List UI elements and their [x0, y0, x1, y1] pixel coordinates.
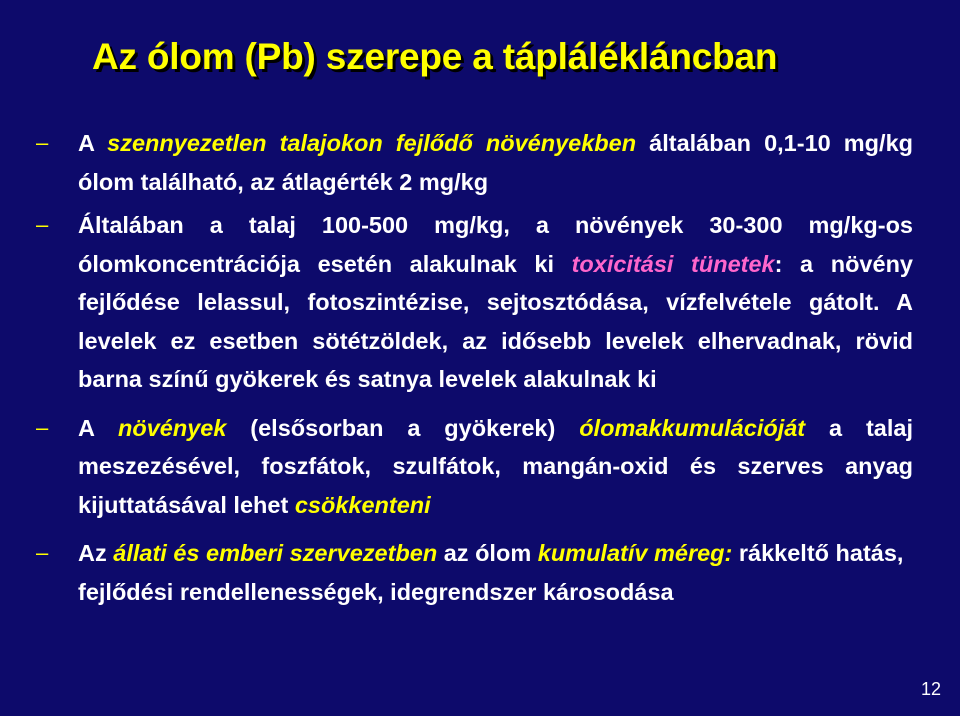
highlight-text: csökkenteni [294, 491, 431, 518]
bullet-item [0, 124, 913, 201]
slide-title: Az ólom (Pb) szerepe a táplálékláncban [92, 36, 778, 77]
bullet-marker: – [36, 212, 49, 237]
highlight-text: szennyezetlen talajokon fejlődő növényekben [107, 130, 637, 156]
page-number: 12 [920, 679, 941, 699]
bullet-text: Az állati és emberi szervezetben az ólom kumulatív méreg: rákkeltő hatás, fejlődési rendellenességek, idegrendszer károsodása [78, 540, 904, 605]
bullet-list [0, 124, 960, 611]
bullet-marker: – [36, 540, 49, 565]
bullet-text: A szennyezetlen talajokon fejlődő növényekben általában 0,1-10 mg/kg ólom található, az átlagérték 2 mg/kg [78, 130, 913, 195]
highlight-text: kumulatív méreg: [537, 540, 733, 566]
bullet-item [0, 409, 913, 525]
bullet-marker: – [36, 130, 49, 155]
highlight-text: ólomakkumulációját [579, 414, 806, 441]
bullet-item [0, 206, 913, 399]
bullet-item [0, 534, 913, 611]
bullet-text: Általában a talaj 100-500 mg/kg, a növények 30-300 mg/kg-os ólomkoncentrációja esetén alakulnak ki toxicitási tünetek: a növény fejlődése lelassul, fotoszintézise, sejtosztódása, vízfelvétele gátolt. A levelek ez esetben sötétzöldek, az idősebb levelek elhervadnak, rövid barna színű gyökerek és satnya levelek alakulnak ki [78, 212, 913, 392]
highlight-text: állati és emberi szervezetben [113, 540, 438, 566]
bullet-marker: – [36, 414, 49, 440]
highlight-text: toxicitási tünetek [571, 250, 775, 277]
highlight-text: növények [117, 414, 227, 441]
bullet-text: A növények (elsősorban a gyökerek) ólomakkumulációját a talaj meszezésével, foszfátok, szulfátok, mangán-oxid és szerves anyag kijuttatásával lehet csökkenteni [78, 414, 913, 518]
